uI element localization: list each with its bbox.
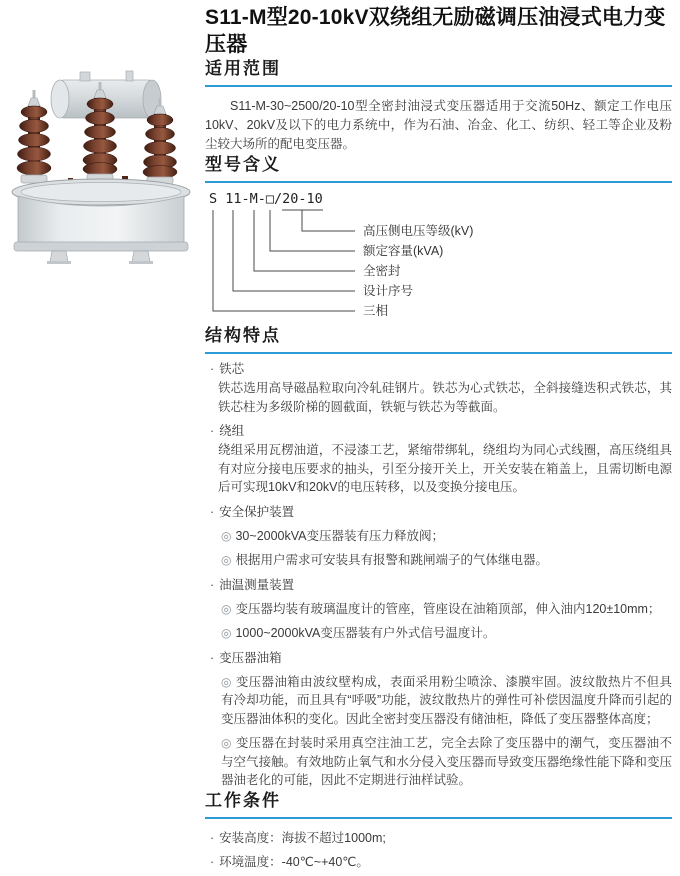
- section-heading-features: 结构特点: [205, 325, 672, 354]
- dot-bullet-icon: ·: [210, 830, 215, 845]
- dot-bullet-icon: ·: [210, 504, 215, 519]
- feature-title-text: 绕组: [219, 424, 245, 438]
- feature-body-winding: 绕组采用瓦楞油道，不浸漆工艺，紧缩带绑轧，绕组均为同心式线圈，高压绕组具有对应分接电压要求的抽头，引至分接开关上，开关安装在箱盖上，且需切断电源后可实现10kV和20kV的电压转移，以及变换分接电压。: [218, 443, 672, 494]
- ring-bullet-icon: ◎: [221, 674, 232, 689]
- content-column: [205, 0, 672, 871]
- feature-sub-text: 30~2000kVA变压器装有压力释放阀；: [235, 528, 444, 543]
- working-condition-item: [205, 829, 672, 847]
- model-label-three-phase: 三相: [363, 304, 389, 318]
- feature-sub-text: 根据用户需求可安装具有报警和跳闸端子的气体继电器。: [235, 553, 548, 567]
- ring-bullet-icon: ◎: [221, 736, 232, 750]
- feature-title-text: 油温测量装置: [219, 577, 295, 592]
- ring-bullet-icon: ◎: [221, 601, 232, 616]
- dot-bullet-icon: ·: [210, 577, 215, 592]
- feature-title-text: 变压器油箱: [219, 650, 282, 665]
- model-label-hv-voltage: 高压侧电压等级(kV): [363, 224, 474, 238]
- feature-title-oil-temp: [205, 576, 672, 594]
- feature-sub-item: [205, 734, 672, 790]
- tank-body: [12, 179, 190, 264]
- dot-bullet-icon: ·: [210, 424, 215, 438]
- section-heading-model: 型号含义: [205, 154, 672, 183]
- feature-sub-text: 变压器在封装时采用真空注油工艺，完全去除了变压器中的潮气，变压器油不与空气接触。有效地防止氧气和水分侵入变压器而导致变压器绝缘性能下降和变压器油老化的可能，因此不定期进行油样试验。: [221, 736, 672, 787]
- working-condition-text: 环境温度：-40℃~+40℃。: [219, 854, 369, 869]
- ring-bullet-icon: ◎: [221, 528, 232, 543]
- scope-paragraph: S11-M-30~2500/20-10型全密封油浸式变压器适用于交流50Hz、额定工作电压10kV、20kV及以下的电力系统中，作为石油、冶金、化工、纺织、轻工等企业及粉尘较大场所的配电变压器。: [205, 99, 672, 151]
- feature-sub-item: [205, 551, 672, 570]
- page-title: S11-M型20-10kV双绕组无励磁调压油浸式电力变压器: [205, 6, 666, 56]
- model-label-rated-capacity: 额定容量(kVA): [363, 244, 444, 258]
- feature-sub-item: [205, 624, 672, 643]
- section-heading-working: 工作条件: [205, 790, 672, 819]
- working-condition-item: [205, 853, 672, 871]
- feature-title-core: [205, 360, 672, 378]
- feature-sub-text: 1000~2000kVA变压器装有户外式信号温度计。: [235, 626, 496, 640]
- working-condition-text: 安装高度：海拔不超过1000m;: [219, 830, 386, 845]
- dot-bullet-icon: ·: [210, 362, 215, 376]
- feature-body-core: 铁芯选用高导磁晶粒取向冷轧硅钢片。铁芯为心式铁芯，全斜接缝迭积式铁芯，其铁芯柱为多级阶梯的圆截面，铁轭与铁芯为等截面。: [218, 381, 672, 414]
- ring-bullet-icon: ◎: [221, 626, 232, 640]
- transformer-illustration: [6, 56, 198, 266]
- feature-sub-item: [205, 673, 672, 729]
- feature-sub-text: 变压器均装有玻璃温度计的管座，管座设在油箱顶部，伸入油内120±10mm；: [235, 601, 661, 616]
- feature-title-safety: [205, 503, 672, 521]
- feature-sub-item: [205, 600, 672, 619]
- model-code: S 11-M-□/20-10: [209, 191, 323, 207]
- feature-title-oil-tank: [205, 649, 672, 667]
- dot-bullet-icon: ·: [210, 854, 215, 869]
- feature-sub-text: 变压器油箱由波纹壁构成，表面采用粉尘喷涂、漆膜牢固。波纹散热片不但具有冷却功能，而且具有“呼吸”功能，波纹散热片的弹性可补偿因温度升降而引起的变压器油体积的变化。因此全密封变压器没有储油柜，降低了变压器整体高度；: [221, 674, 672, 726]
- model-label-design-serial: 设计序号: [363, 284, 414, 298]
- feature-title-text: 铁芯: [219, 362, 245, 376]
- ring-bullet-icon: ◎: [221, 553, 232, 567]
- dot-bullet-icon: ·: [210, 650, 215, 665]
- feature-sub-item: [205, 527, 672, 546]
- transformer-photo: [6, 56, 198, 266]
- feature-title-winding: [205, 422, 672, 440]
- feature-title-text: 安全保护装置: [219, 504, 295, 519]
- model-label-fully-sealed: 全密封: [363, 264, 401, 278]
- model-designation-diagram: [205, 189, 672, 325]
- section-heading-scope: 适用范围: [205, 58, 672, 87]
